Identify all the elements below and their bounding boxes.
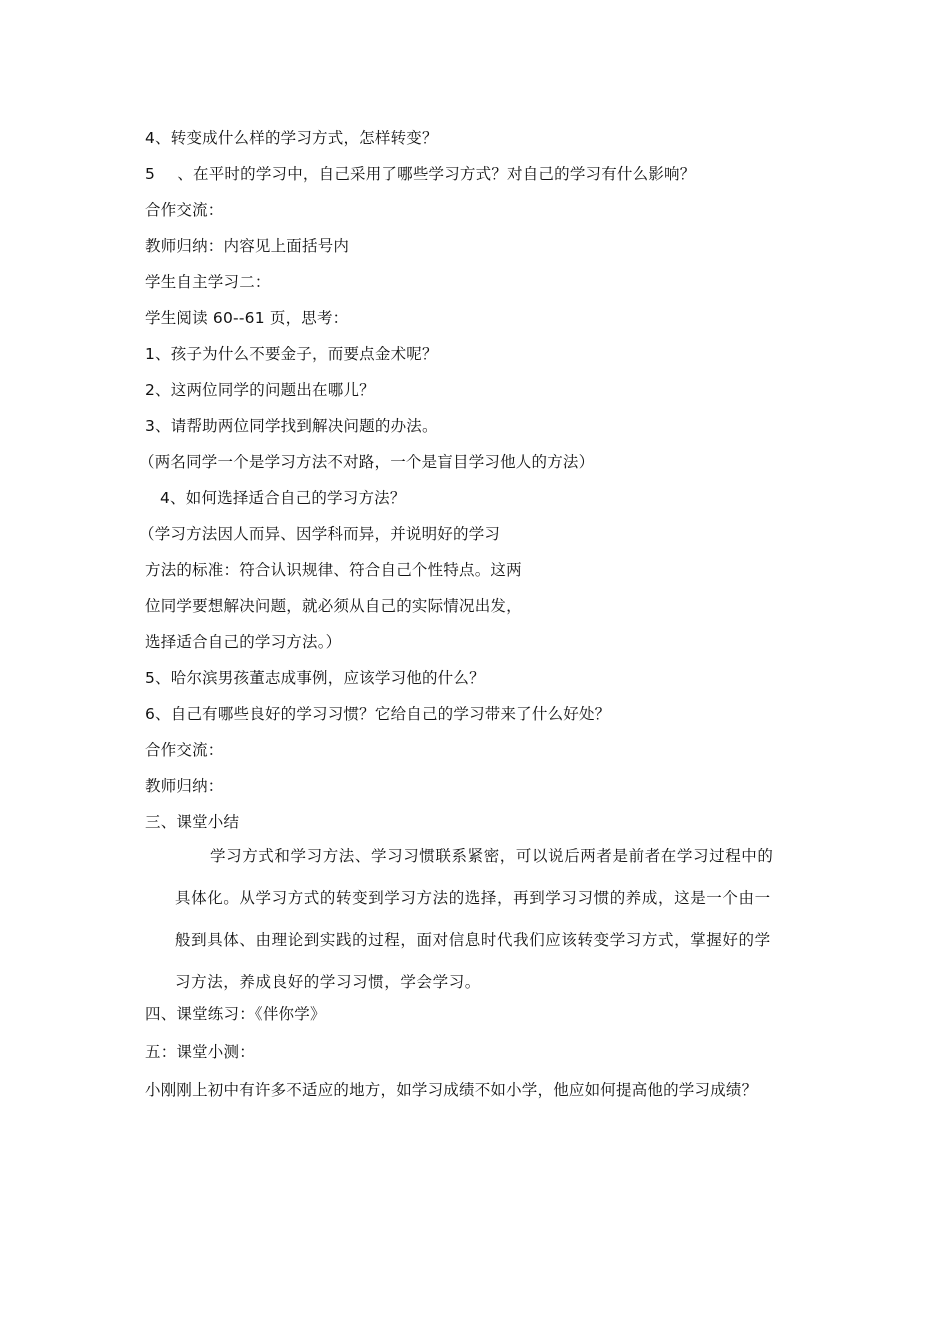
- section-heading-practice: 四、课堂练习：《伴你学》: [145, 1005, 326, 1023]
- cooperation-heading: 合作交流：: [145, 201, 224, 219]
- question-3: 3、请帮助两位同学找到解决问题的办法。: [145, 417, 438, 435]
- section-heading-quiz: 五：课堂小测：: [145, 1043, 255, 1061]
- question-4b: 4、如何选择适合自己的学习方法？: [160, 489, 406, 507]
- answer-note: （两名同学一个是学习方法不对路，一个是盲目学习他人的方法）: [139, 453, 595, 471]
- section-heading-summary: 三、课堂小结: [145, 813, 240, 831]
- question-5: 5 、在平时的学习中，自己采用了哪些学习方式？对自己的学习有什么影响？: [145, 165, 696, 183]
- quiz-question: 小刚刚上初中有许多不适应的地方，如学习成绩不如小学，他应如何提高他的学习成绩？: [145, 1081, 758, 1099]
- answer-line-1: （学习方法因人而异、因学科而异，并说明好的学习: [139, 525, 501, 543]
- answer-line-4: 选择适合自己的学习方法。）: [145, 633, 342, 651]
- question-1: 1、孩子为什么不要金子，而要点金术呢？: [145, 345, 438, 363]
- summary-paragraph: [175, 846, 807, 996]
- question-6: 6、自己有哪些良好的学习习惯？它给自己的学习带来了什么好处？: [145, 705, 611, 723]
- question-2: 2、这两位同学的问题出在哪儿？: [145, 381, 375, 399]
- summary-line: 学习方式和学习方法、学习习惯联系紧密，可以说后两者是前者在学习过程中的: [210, 847, 774, 865]
- summary-line: 习方法，养成良好的学习习惯，学会学习。: [175, 973, 481, 991]
- self-study-heading: 学生自主学习二：: [145, 273, 271, 291]
- question-4: 4、转变成什么样的学习方式，怎样转变？: [145, 129, 438, 147]
- teacher-summary-2: 教师归纳：: [145, 777, 224, 795]
- question-5b: 5、哈尔滨男孩董志成事例，应该学习他的什么？: [145, 669, 485, 687]
- answer-line-2: 方法的标准：符合认识规律、符合自己个性特点。这两: [145, 561, 522, 579]
- summary-line: 具体化。从学习方式的转变到学习方法的选择，再到学习习惯的养成，这是一个由一: [175, 889, 771, 907]
- answer-line-3: 位同学要想解决问题，就必须从自己的实际情况出发，: [145, 597, 522, 615]
- summary-line: 般到具体、由理论到实践的过程，面对信息时代我们应该转变学习方式，掌握好的学: [175, 931, 771, 949]
- teacher-summary: 教师归纳：内容见上面括号内: [145, 237, 350, 255]
- cooperation-heading-2: 合作交流：: [145, 741, 224, 759]
- reading-instruction: 学生阅读 60--61 页，思考：: [145, 309, 349, 327]
